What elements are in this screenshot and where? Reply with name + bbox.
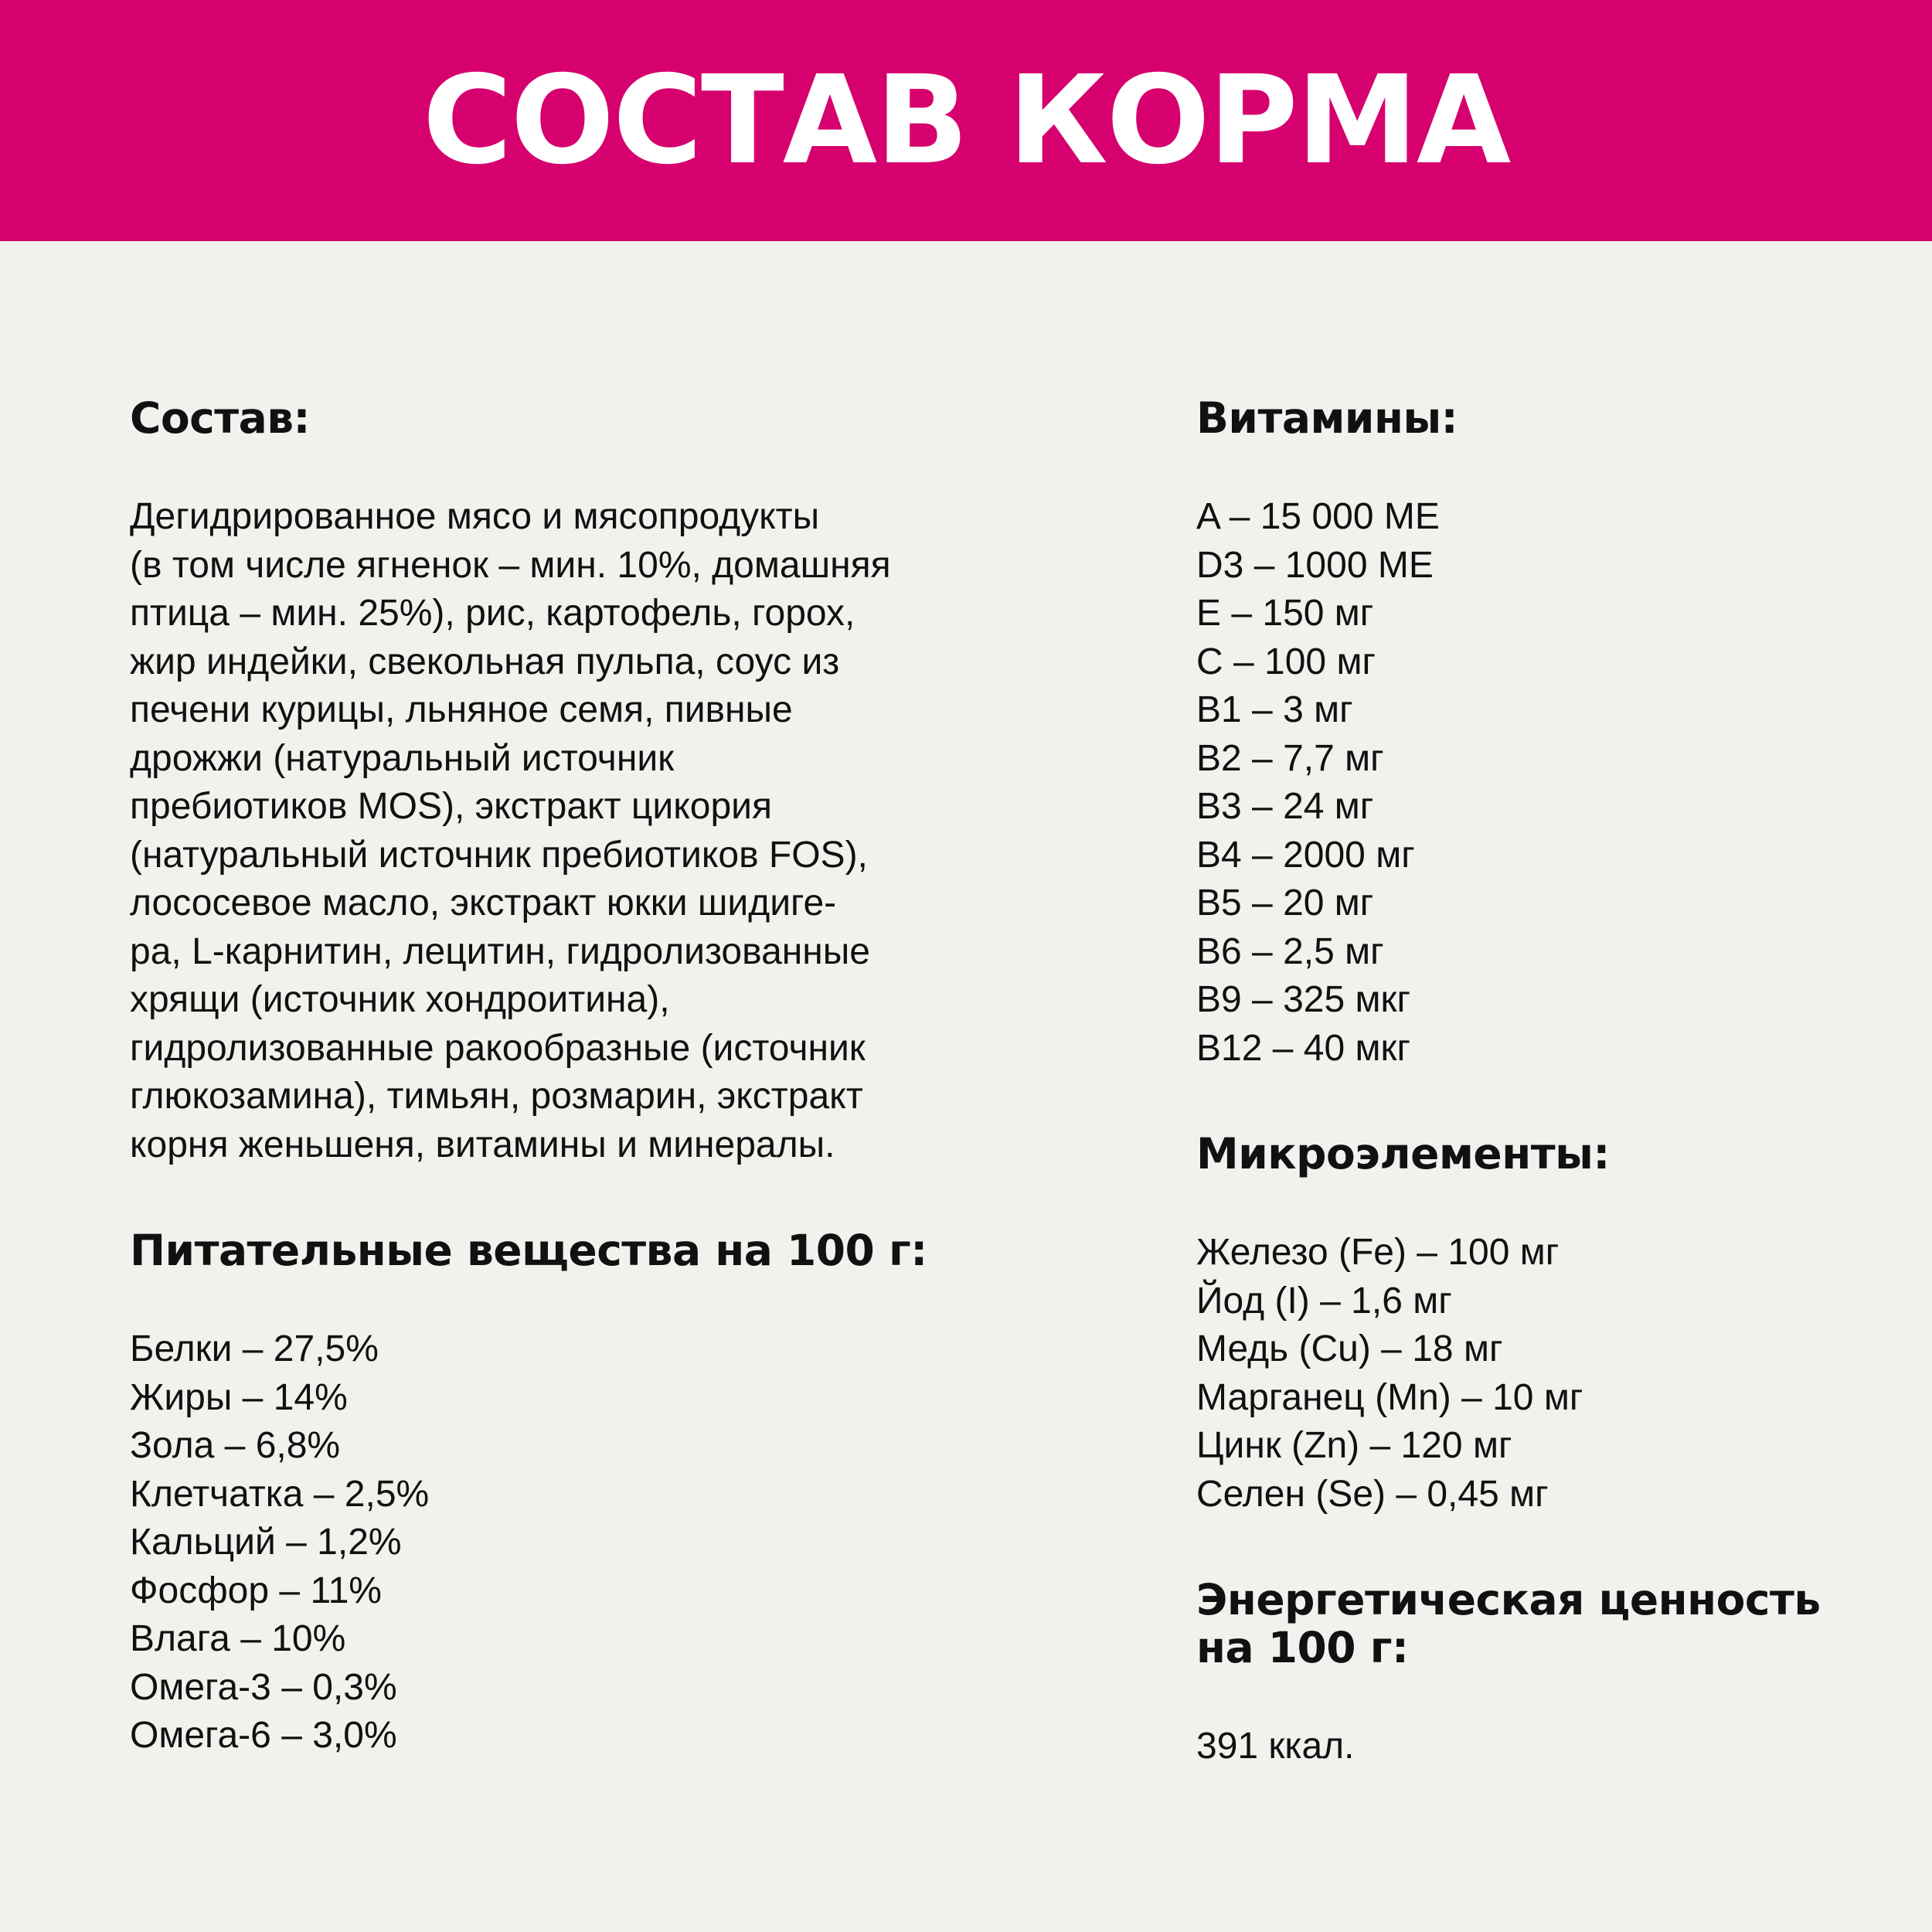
composition-line: птица – мин. 25%), рис, картофель, горох, xyxy=(130,593,855,634)
nutrient-item: Кальций – 1,2% xyxy=(130,1522,402,1563)
microelement-item: Марганец (Mn) – 10 мг xyxy=(1196,1376,1583,1418)
vitamins-section xyxy=(1196,394,1892,1073)
composition-line: Дегидрированное мясо и мясопродукты xyxy=(130,496,820,537)
left-column xyxy=(130,394,1019,1760)
vitamin-item: B12 – 40 мкг xyxy=(1196,1027,1411,1069)
nutrient-item: Влага – 10% xyxy=(130,1618,346,1659)
nutrient-item: Клетчатка – 2,5% xyxy=(130,1473,430,1515)
vitamin-item: B1 – 3 мг xyxy=(1196,689,1353,730)
energy-value: 391 ккал. xyxy=(1196,1726,1355,1767)
composition-line: глюкозамина), тимьян, розмарин, экстракт xyxy=(130,1076,863,1117)
energy-heading-line: Энергетическая ценность xyxy=(1196,1575,1821,1624)
composition-line: печени курицы, льняное семя, пивные xyxy=(130,689,793,730)
composition-line: жир индейки, свекольная пульпа, соус из xyxy=(130,641,840,682)
composition-line: ра, L-карнитин, лецитин, гидролизованные xyxy=(130,930,870,972)
vitamin-item: B4 – 2000 мг xyxy=(1196,834,1415,876)
nutrient-item: Омега-3 – 0,3% xyxy=(130,1666,397,1708)
nutrient-item: Зола – 6,8% xyxy=(130,1425,341,1466)
microelement-item: Йод (I) – 1,6 мг xyxy=(1196,1280,1452,1321)
vitamin-item: A – 15 000 МЕ xyxy=(1196,496,1440,537)
vitamin-item: B9 – 325 мкг xyxy=(1196,979,1411,1020)
composition-text xyxy=(130,493,1019,1169)
vitamin-item: B3 – 24 мг xyxy=(1196,786,1374,827)
header-banner xyxy=(0,0,1932,241)
page-title: СОСТАВ КОРМА xyxy=(422,49,1510,192)
microelement-item: Цинк (Zn) – 120 мг xyxy=(1196,1425,1512,1466)
nutrients-heading: Питательные вещества на 100 г: xyxy=(130,1226,927,1275)
vitamin-item: C – 100 мг xyxy=(1196,641,1376,682)
microelement-item: Медь (Cu) – 18 мг xyxy=(1196,1328,1503,1369)
nutrient-item: Фосфор – 11% xyxy=(130,1570,382,1611)
nutrients-section xyxy=(130,1226,1019,1760)
nutrients-list xyxy=(130,1325,1019,1760)
nutrient-item: Белки – 27,5% xyxy=(130,1328,379,1369)
vitamin-item: B6 – 2,5 мг xyxy=(1196,930,1384,972)
vitamins-list xyxy=(1196,493,1892,1073)
microelements-list xyxy=(1196,1229,1892,1519)
vitamin-item: B5 – 20 мг xyxy=(1196,883,1374,923)
microelements-heading: Микроэлементы: xyxy=(1196,1129,1610,1179)
vitamin-item: D3 – 1000 МЕ xyxy=(1196,544,1434,586)
energy-heading-line: на 100 г: xyxy=(1196,1623,1409,1672)
microelement-item: Селен (Se) – 0,45 мг xyxy=(1196,1473,1549,1515)
composition-line: корня женьшеня, витамины и минералы. xyxy=(130,1124,835,1165)
composition-heading: Состав: xyxy=(130,393,311,443)
composition-line: хрящи (источник хондроитина), xyxy=(130,979,670,1020)
composition-line: дрожжи (натуральный источник xyxy=(130,737,675,779)
composition-line: лососевое масло, экстракт юкки шидиге- xyxy=(130,883,837,923)
composition-section xyxy=(130,394,1019,1169)
right-column xyxy=(1196,394,1892,1771)
vitamin-item: B2 – 7,7 мг xyxy=(1196,737,1384,779)
composition-line: пребиотиков MOS), экстракт цикория xyxy=(130,786,772,827)
nutrient-item: Омега-6 – 3,0% xyxy=(130,1715,397,1756)
microelement-item: Железо (Fe) – 100 мг xyxy=(1196,1232,1560,1273)
microelements-section xyxy=(1196,1130,1892,1519)
energy-heading xyxy=(1196,1576,1892,1672)
vitamins-heading: Витамины: xyxy=(1196,393,1458,443)
composition-line: (в том числе ягненок – мин. 10%, домашняя xyxy=(130,544,891,586)
vitamin-item: E – 150 мг xyxy=(1196,593,1374,634)
energy-section xyxy=(1196,1576,1892,1771)
composition-line: (натуральный источник пребиотиков FOS), xyxy=(130,834,868,876)
composition-line: гидролизованные ракообразные (источник xyxy=(130,1027,866,1069)
nutrient-item: Жиры – 14% xyxy=(130,1376,348,1418)
